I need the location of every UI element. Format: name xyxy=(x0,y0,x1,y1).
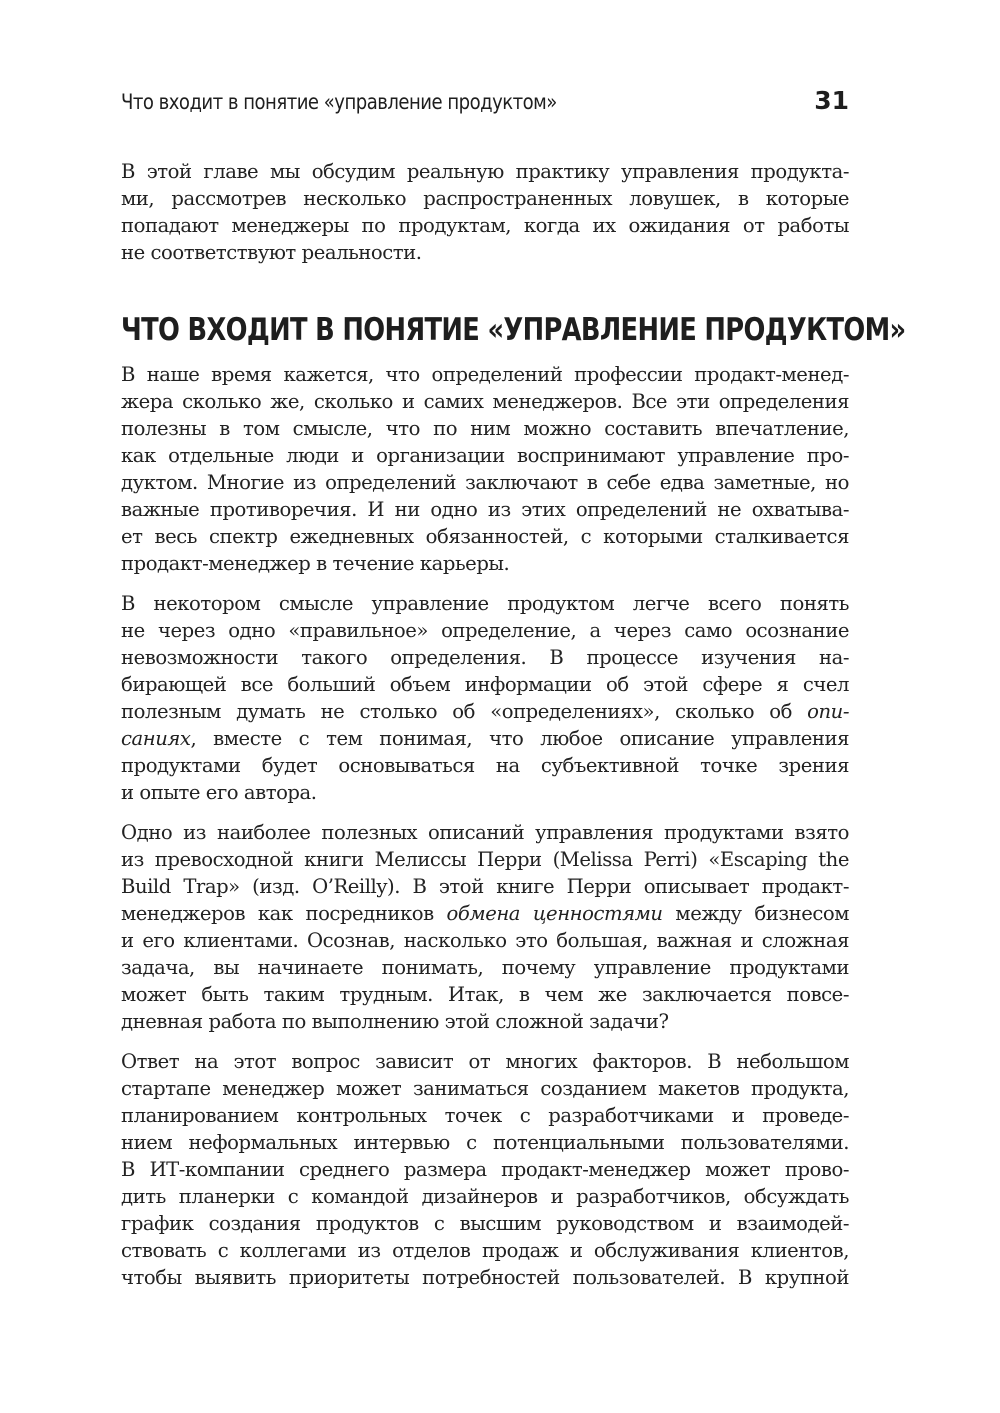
text-line: жера сколько же, сколько и самих менеджеров. Все эти определения xyxy=(121,390,849,413)
text-line: попадают менеджеры по продуктам, когда их ожидания от работы xyxy=(121,214,849,237)
text-line: В ИТ-компании среднего размера продакт-менеджер может прово- xyxy=(121,1158,849,1181)
paragraph-4 xyxy=(121,1048,849,1291)
running-head xyxy=(121,86,849,120)
text-line: ствовать с коллегами из отделов продаж и обслуживания клиентов, xyxy=(121,1239,849,1262)
running-title: Что входит в понятие «управление продуктом» xyxy=(121,90,557,114)
text-line: невозможности такого определения. В процессе изучения на- xyxy=(121,646,849,669)
text-line: как отдельные люди и организации воспринимают управление про- xyxy=(121,444,849,467)
text-line: бирающей все больший объем информации об этой сфере я счел xyxy=(121,673,849,696)
text-segment: между бизнесом xyxy=(662,902,849,925)
intro-paragraph xyxy=(121,158,849,266)
text-line: В некотором смысле управление продуктом легче всего понять xyxy=(121,592,849,615)
paragraph-1 xyxy=(121,361,849,577)
text-line: чтобы выявить приоритеты потребностей пользователей. В крупной xyxy=(121,1266,849,1289)
text-line: продакт-менеджер в течение карьеры. xyxy=(121,552,510,575)
emphasis-text: обмена ценностями xyxy=(446,902,663,925)
text-line: стартапе менеджер может заниматься созданием макетов продукта, xyxy=(121,1077,849,1100)
text-line: дуктом. Многие из определений заключают в себе едва заметные, но xyxy=(121,471,849,494)
text-line: нием неформальных интервью с потенциальными пользователями. xyxy=(121,1131,849,1154)
text-line: не соответствуют реальности. xyxy=(121,241,422,264)
text-line: задача, вы начинаете понимать, почему управление продуктами xyxy=(121,956,849,979)
text-line: не через одно «правильное» определение, а через само осознание xyxy=(121,619,849,642)
text-line: ет весь спектр ежедневных обязанностей, с которыми сталкивается xyxy=(121,525,849,548)
text-line: дневная работа по выполнению этой сложной задачи? xyxy=(121,1010,669,1033)
text-line xyxy=(121,900,849,927)
text-segment: менеджеров как посредников xyxy=(121,902,447,925)
text-line: планированием контрольных точек с разработчиками и проведе- xyxy=(121,1104,849,1127)
text-line: важные противоречия. И ни одно из этих определений не охватыва- xyxy=(121,498,849,521)
text-line: Build Trap» (изд. O’Reilly). В этой книге Перри описывает продакт- xyxy=(121,875,849,898)
text-line: В этой главе мы обсудим реальную практику управления продукта- xyxy=(121,160,849,183)
paragraph-3 xyxy=(121,819,849,1035)
text-segment: полезным думать не столько об «определениях», сколько об xyxy=(121,700,808,723)
text-line: полезны в том смысле, что по ним можно составить впечатление, xyxy=(121,417,849,440)
text-line: Ответ на этот вопрос зависит от многих факторов. В небольшом xyxy=(121,1050,849,1073)
text-line: Одно из наиболее полезных описаний управления продуктами взято xyxy=(121,821,849,844)
text-line xyxy=(121,725,849,752)
text-line: график создания продуктов с высшим руководством и взаимодей- xyxy=(121,1212,849,1235)
text-line: может быть таким трудным. Итак, в чем же заключается повсе- xyxy=(121,983,849,1006)
text-line xyxy=(121,698,849,725)
text-segment: , вместе с тем понимая, что любое описание управления xyxy=(190,727,849,750)
text-line: из превосходной книги Мелиссы Перри (Melissa Perri) «Escaping the xyxy=(121,848,849,871)
text-line: дить планерки с командой дизайнеров и разработчиков, обсуждать xyxy=(121,1185,849,1208)
emphasis-text: саниях xyxy=(121,727,191,750)
text-line: и его клиентами. Осознав, насколько это большая, важная и сложная xyxy=(121,929,849,952)
text-line: ми, рассмотрев несколько распространенных ловушек, в которые xyxy=(121,187,849,210)
page-number: 31 xyxy=(814,86,849,115)
text-line: и опыте его автора. xyxy=(121,781,317,804)
paragraph-2 xyxy=(121,590,849,806)
text-line: продуктами будет основываться на субъективной точке зрения xyxy=(121,754,849,777)
section-heading: ЧТО ВХОДИТ В ПОНЯТИЕ «УПРАВЛЕНИЕ ПРОДУКТОМ» xyxy=(121,312,906,348)
text-line: В наше время кажется, что определений профессии продакт-менед- xyxy=(121,363,849,386)
emphasis-text: опи- xyxy=(807,700,849,723)
